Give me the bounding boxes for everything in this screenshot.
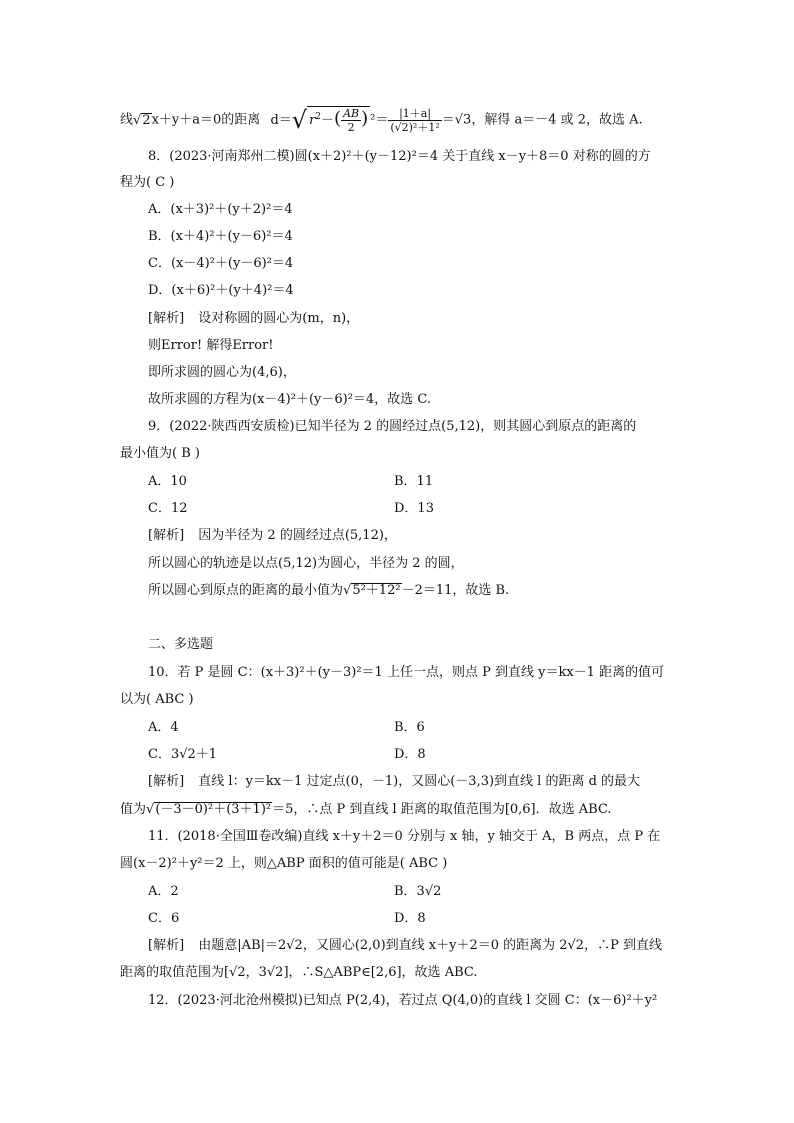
q10-option-b: B．6 <box>394 720 425 735</box>
q7-sqrt-end: ²＝ <box>370 112 389 128</box>
q11-stem-line1: 11．(2018·全国Ⅲ卷改编)直线 x＋y＋2＝0 分别与 x 轴，y 轴交于 A，B 两点，点 P 在 <box>148 829 661 844</box>
q9-radicand: 5²＋12² <box>352 583 401 598</box>
sqrt2-symbol: √2 <box>133 112 151 128</box>
q8-option-c: C．(x－4)²＋(y－6)²＝4 <box>148 256 294 271</box>
q8-stem-line1: 8．(2023·河南郑州二模)圆(x＋2)²＋(y－12)²＝4 关于直线 x－y＋8＝0 对称的圆的方 <box>148 149 651 164</box>
q10-option-c: C．3√2＋1 <box>148 747 218 762</box>
q9-option-c: C．12 <box>148 501 188 516</box>
q10-stem-line1: 10．若 P 是圆 C：(x＋3)²＋(y－3)²＝1 上任一点，则点 P 到直线 y＝kx－1 距离的值可 <box>148 665 665 680</box>
q10-radical: √(－3－0)²＋(3＋1)² <box>146 802 272 817</box>
q8-stem-line2: 程为( C ) <box>120 175 175 190</box>
q9-option-d: D．13 <box>394 501 434 516</box>
q10-analysis-label: [解析] <box>148 774 185 789</box>
q11-analysis-line1 <box>148 937 662 955</box>
q7-distance-radical: √ $r^2-$( $\frac{AB}{2}$ ) <box>291 106 369 134</box>
q7-fraction <box>388 107 441 134</box>
q11-option-d: D．8 <box>394 911 426 926</box>
q8-analysis-text1: 设对称圆的圆心为(m，n)， <box>198 311 360 326</box>
q9-option-a: A．10 <box>148 474 187 489</box>
q8-analysis-label: [解析] <box>148 311 185 326</box>
q11-option-b: B．3√2 <box>394 884 442 899</box>
q10-option-d: D．8 <box>394 747 426 762</box>
q9-analysis-text4: －2＝11，故选 B. <box>401 583 510 598</box>
q9-analysis-line2: 所以圆心的轨迹是以点(5,12)为圆心，半径为 2 的圆， <box>148 556 464 571</box>
q7-after: ＝√3，解得 a＝－4 或 2，故选 A. <box>441 112 643 128</box>
q11-analysis-line2: 距离的取值范围为[√2，3√2]，∴S△ABP∈[2,6]，故选 ABC. <box>120 965 478 980</box>
q9-stem-line1: 9．(2022·陕西西安质检)已知半径为 2 的圆经过点(5,12)，则其圆心到原点的距离的 <box>148 419 637 434</box>
section-title-multiple-choice: 二、多选题 <box>148 637 214 652</box>
q10-analysis-text1: 直线 l：y＝kx－1 过定点(0，－1)，又圆心(－3,3)到直线 l 的距离 d 的最大 <box>198 774 641 789</box>
q7-line-expr: x＋y＋a＝0的距离 <box>151 112 261 128</box>
q7-frac-num: |1＋a| <box>388 107 441 121</box>
q8-option-b: B．(x＋4)²＋(y－6)²＝4 <box>148 229 293 244</box>
q7-ab-num: AB <box>343 107 360 120</box>
q7-frac-den: (√2)²＋1² <box>390 120 440 134</box>
q7-d-label: d＝ <box>270 112 292 128</box>
q8-analysis-line2: 则Error! 解得Error! <box>148 338 274 353</box>
q11-option-a: A．2 <box>148 884 179 899</box>
q10-analysis-pre: 值为 <box>120 802 147 817</box>
q9-analysis-text1: 因为半径为 2 的圆经过点(5,12)， <box>198 528 397 543</box>
q8-analysis-line3: 即所求圆的圆心为(4,6)， <box>148 365 296 380</box>
q11-option-c: C．6 <box>148 911 180 926</box>
q8-analysis-line4: 故所求圆的方程为(x－4)²＋(y－6)²＝4，故选 C. <box>148 392 431 407</box>
q9-radical: √5²＋12² <box>343 583 401 598</box>
q9-analysis-label: [解析] <box>148 528 185 543</box>
q7-ab-den: 2 <box>347 121 355 134</box>
q9-stem-line2: 最小值为( B ) <box>120 446 200 461</box>
q9-analysis-line1 <box>148 527 397 545</box>
q9-analysis-line3 <box>148 582 509 600</box>
q8-option-d: D．(x＋6)²＋(y＋4)²＝4 <box>148 283 294 298</box>
q9-analysis-text3: 所以圆心到原点的距离的最小值为 <box>148 583 344 598</box>
q10-stem-line2: 以为( ABC ) <box>120 692 194 707</box>
q7-r: r <box>309 113 316 128</box>
q8-analysis-line1 <box>148 310 359 328</box>
q10-radicand: (－3－0)²＋(3＋1)² <box>155 802 272 817</box>
q10-analysis-line1 <box>148 773 640 791</box>
q9-options-row1 <box>148 473 187 491</box>
q10-analysis-post: ＝5，∴点 P 到直线 l 距离的取值范围为[0,6]．故选 ABC. <box>272 802 612 817</box>
q7-prefix: 线 <box>120 112 134 128</box>
q12-stem-line1: 12．(2023·河北沧州模拟)已知点 P(2,4)，若过点 Q(4,0)的直线 l 交圆 C：(x－6)²＋y² <box>148 993 658 1008</box>
q8-option-a: A．(x＋3)²＋(y＋2)²＝4 <box>148 202 293 217</box>
q10-analysis-line2 <box>120 801 612 819</box>
q10-option-a: A．4 <box>148 720 179 735</box>
q7-tail-line <box>120 106 643 134</box>
q11-stem-line2: 圆(x－2)²＋y²＝2 上，则△ABP 面积的值可能是( ABC ) <box>120 856 448 871</box>
q11-analysis-text1: 由题意|AB|＝2√2，又圆心(2,0)到直线 x＋y＋2＝0 的距离为 2√2，∴P 到直线 <box>198 938 662 953</box>
q11-analysis-label: [解析] <box>148 938 185 953</box>
q9-option-b: B．11 <box>394 474 434 489</box>
